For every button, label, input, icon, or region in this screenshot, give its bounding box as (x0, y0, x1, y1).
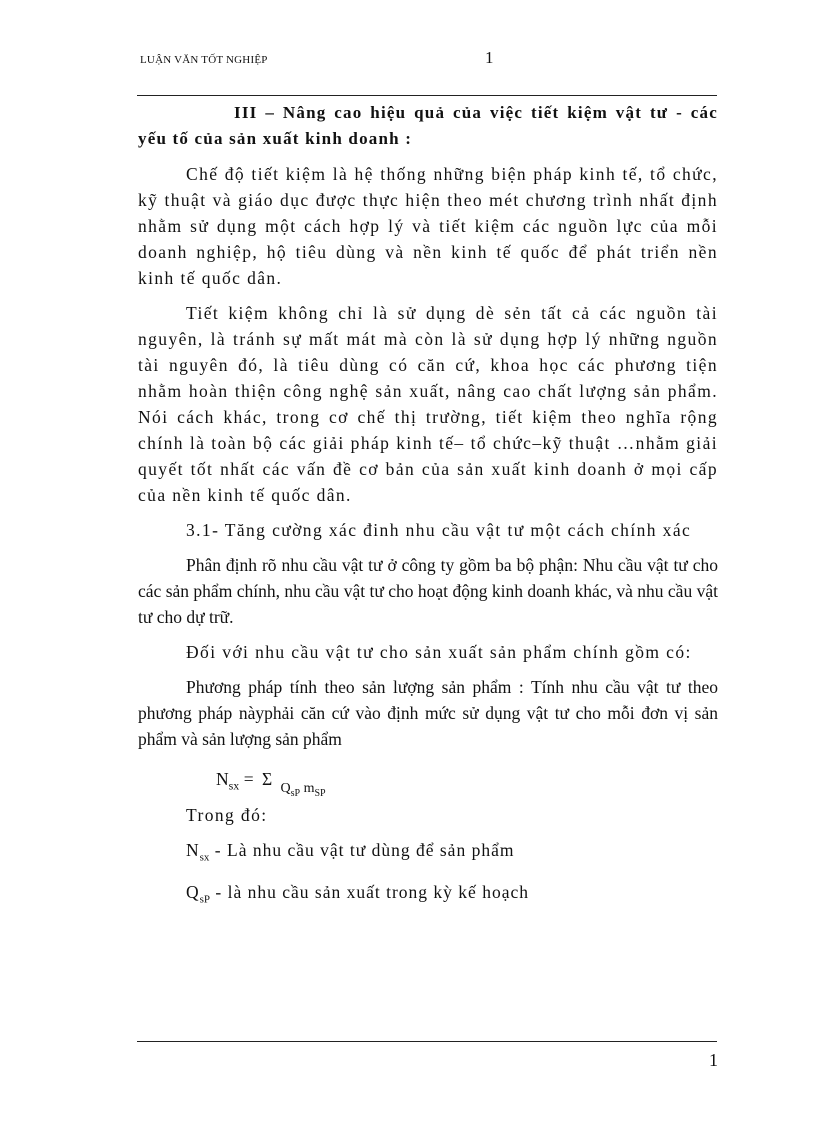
paragraph-main-products: Đối với nhu cầu vật tư cho sản xuất sản phẩm chính gồm có: (186, 642, 692, 662)
header-divider (137, 95, 717, 96)
header-page-number: 1 (485, 48, 494, 67)
paragraph-savings-scope: Tiết kiệm không chỉ là sử dụng dè sẻn tất cả các nguồn tài nguyên, là tránh sự mất mát mà còn là sử dụng hợp lý những nguồn tài nguyên đó, là tiêu dùng có căn cứ, khoa học các phương tiện nhằm hoàn thiện công nghệ sản xuất, nâng cao chất lượng sản phẩm. Nói cách khác, trong cơ chế thị trường, tiết kiệm theo nghĩa rộng chính là toàn bộ các giải pháp kinh tế– tổ chức–kỹ thuật …nhằm giải quyết tốt nhất các vấn đề cơ bản của sản xuất kinh doanh ở mọi cấp của nền kinh tế quốc dân. (138, 303, 718, 505)
formula-equals: = (243, 769, 254, 789)
subsection-heading-3-1: 3.1- Tăng cường xác đinh nhu cầu vật tư một cách chính xác (186, 520, 692, 540)
where-label: Trong đó: (186, 804, 268, 825)
formula-lhs-subscript: sx (228, 778, 240, 793)
footer-divider (137, 1041, 717, 1042)
paragraph-savings-definition: Chế độ tiết kiệm là hệ thống những biện pháp kinh tế, tổ chức, kỹ thuật và giáo dục được thực hiện theo mét chương trình nhất định nhằm sử dụng một cách hợp lý và tiết kiệm các nguồn lực của mỗi doanh nghiệp, hộ tiêu dùng và nền kinh tế quốc để phát triển nền kinh tế quốc dân. (138, 164, 718, 288)
demand-formula (138, 766, 718, 800)
paragraph-calculation-method: Phương pháp tính theo sản lượng sản phẩm : Tính nhu cầu vật tư theo phương pháp nàyphải căn cứ vào định mức sử dụng vật tư cho mỗi đơn vị sản phẩm và sản lượng sản phẩm (138, 677, 718, 749)
document-body (138, 100, 718, 913)
definition-nsx: $N_{sx}$ - Là nhu cầu vật tư dùng để sản phẩm (186, 839, 515, 864)
formula-sigma-symbol: Σ (261, 769, 273, 789)
definition-qsp: $Q_{sP}$ - là nhu cầu sản xuất trong kỳ kế hoạch (186, 882, 529, 906)
running-header-title: LUẬN VĂN TỐT NGHIỆP (140, 54, 268, 66)
footer-page-number: 1 (709, 1050, 718, 1070)
formula-lhs: N (216, 769, 229, 789)
section-heading: III – Nâng cao hiệu quả của việc tiết kiệm vật tư - các yếu tố của sản xuất kinh doanh : (138, 103, 718, 148)
paragraph-demand-parts: Phân định rõ nhu cầu vật tư ở công ty gồm ba bộ phận: Nhu cầu vật tư cho các sản phẩm chính, nhu cầu vật tư cho hoạt động kinh doanh khác, và nhu cầu vật tư cho dự trữ. (138, 555, 718, 627)
formula-product-term: QsP mSP (280, 781, 326, 799)
